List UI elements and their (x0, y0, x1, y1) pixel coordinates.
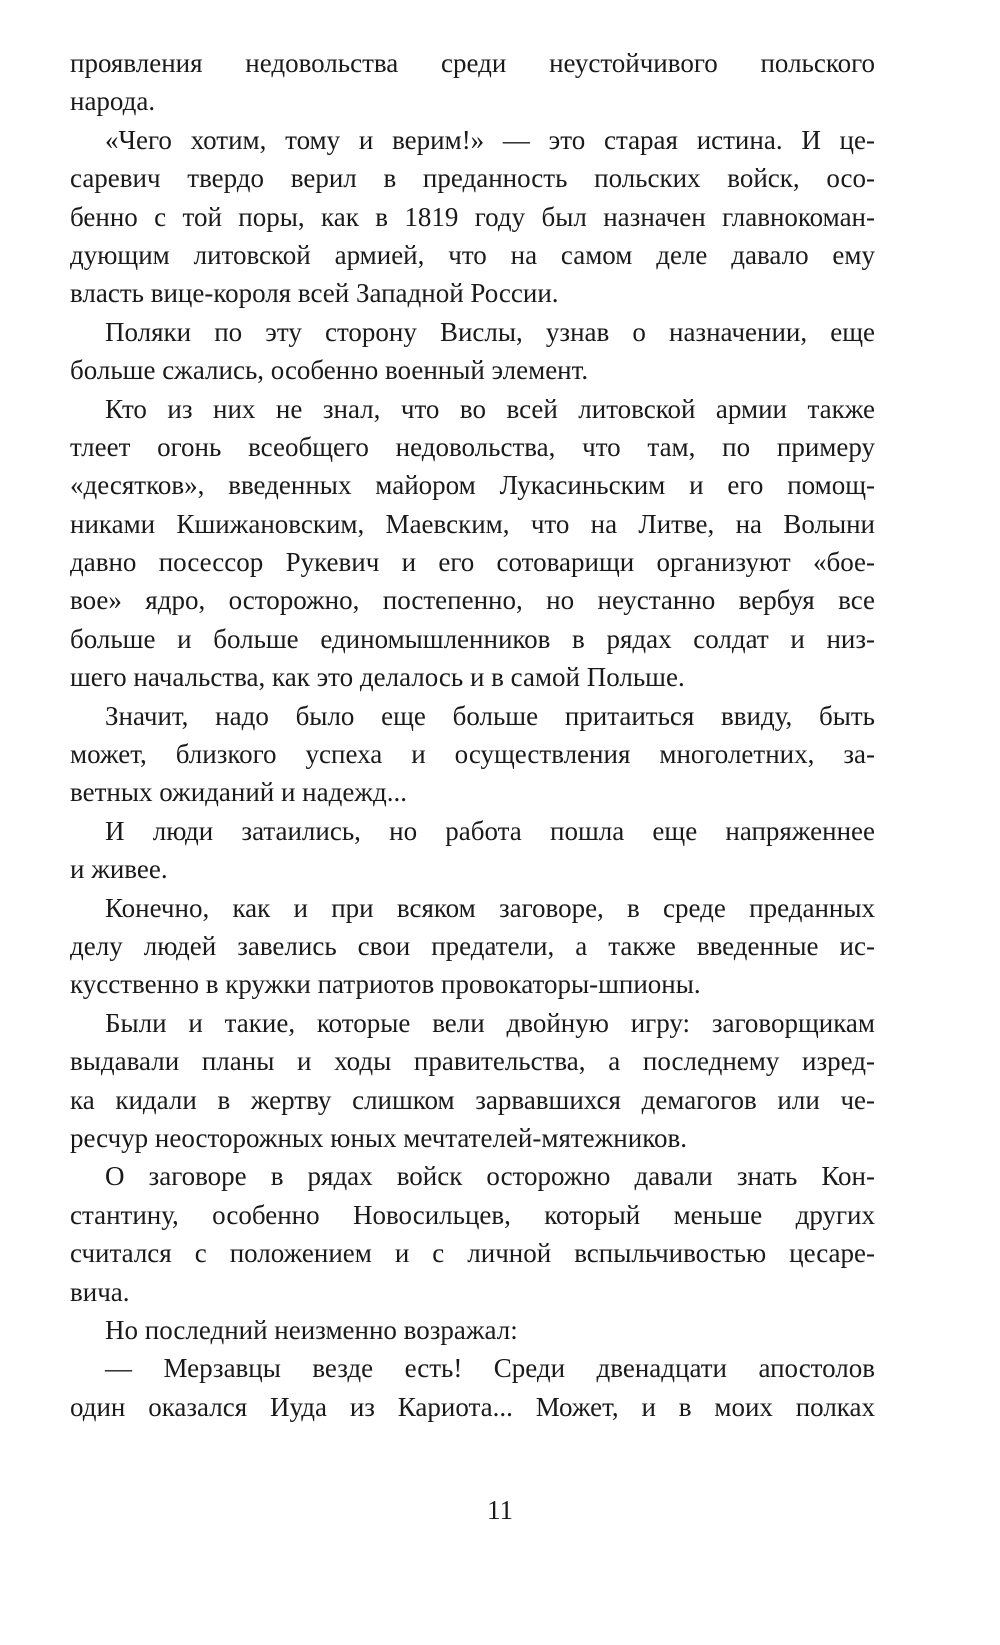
text-line: «десятков», введенных майором Лукасиньским и его помощ- (70, 470, 875, 501)
text-line: дующим литовской армией, что на самом деле давало ему (70, 239, 875, 270)
text-line: Кто из них не знал, что во всей литовской армии также (105, 393, 875, 424)
text-line: «Чего хотим, тому и верим!» — это старая истина. И це- (105, 124, 875, 155)
text-line: власть вице-короля всей Западной России. (70, 278, 559, 309)
text-line: считался с положением и с личной вспыльчивостью цесаре- (70, 1238, 875, 1269)
text-line: вича. (70, 1276, 130, 1307)
text-line: выдавали планы и ходы правительства, а последнему изред- (70, 1046, 875, 1077)
page-number: 11 (487, 1495, 513, 1525)
text-line: Но последний неизменно возражал: (105, 1314, 518, 1345)
text-line: Были и такие, которые вели двойную игру: заговорщикам (105, 1007, 875, 1038)
text-line: вое» ядро, осторожно, постепенно, но неустанно вербуя все (70, 585, 875, 616)
text-line: никами Кшижановским, Маевским, что на Литве, на Волыни (70, 508, 875, 539)
text-line: проявления недовольства среди неустойчивого польского (70, 48, 875, 78)
text-line: тлеет огонь всеобщего недовольства, что там, по примеру (70, 431, 875, 462)
text-line: ресчур неосторожных юных мечтателей-мятежников. (70, 1122, 687, 1153)
text-line: один оказался Иуда из Кариота... Может, и в моих полках (70, 1391, 875, 1422)
text-line: шего начальства, как это делалось и в самой Польше. (70, 662, 685, 693)
text-line: ка кидали в жертву слишком зарвавшихся демагогов или че- (70, 1084, 875, 1115)
text-line: народа. (70, 86, 156, 117)
text-line: кусственно в кружки патриотов провокаторы-шпионы. (70, 969, 701, 1000)
text-line: может, близкого успеха и осуществления многолетних, за- (70, 739, 875, 770)
text-line: Конечно, как и при всяком заговоре, в среде преданных (105, 892, 875, 923)
text-line: Поляки по эту сторону Вислы, узнав о назначении, еще (105, 316, 875, 347)
text-line: ветных ожиданий и надежд... (70, 777, 407, 808)
text-line: саревич твердо верил в преданность польских войск, осо- (70, 163, 875, 194)
text-line: больше и больше единомышленников в рядах солдат и низ- (70, 623, 875, 654)
text-line: делу людей завелись свои предатели, а также введенные ис- (70, 930, 875, 961)
text-line: давно посессор Рукевич и его сотоварищи организуют «бое- (70, 547, 875, 578)
text-line: О заговоре в рядах войск осторожно давали знать Кон- (105, 1161, 875, 1192)
text-line: И люди затаились, но работа пошла еще напряженнее (105, 815, 875, 846)
text-line: и живее. (70, 854, 168, 885)
text-line: стантину, особенно Новосильцев, который меньше других (70, 1199, 875, 1230)
text-line: Значит, надо было еще больше притаиться ввиду, быть (105, 700, 875, 731)
text-line: больше сжались, особенно военный элемент. (70, 355, 589, 386)
body-text (70, 44, 875, 1426)
text-line: бенно с той поры, как в 1819 году был назначен главнокоман- (70, 201, 875, 232)
text-line: — Мерзавцы везде есть! Среди двенадцати апостолов (105, 1353, 875, 1384)
